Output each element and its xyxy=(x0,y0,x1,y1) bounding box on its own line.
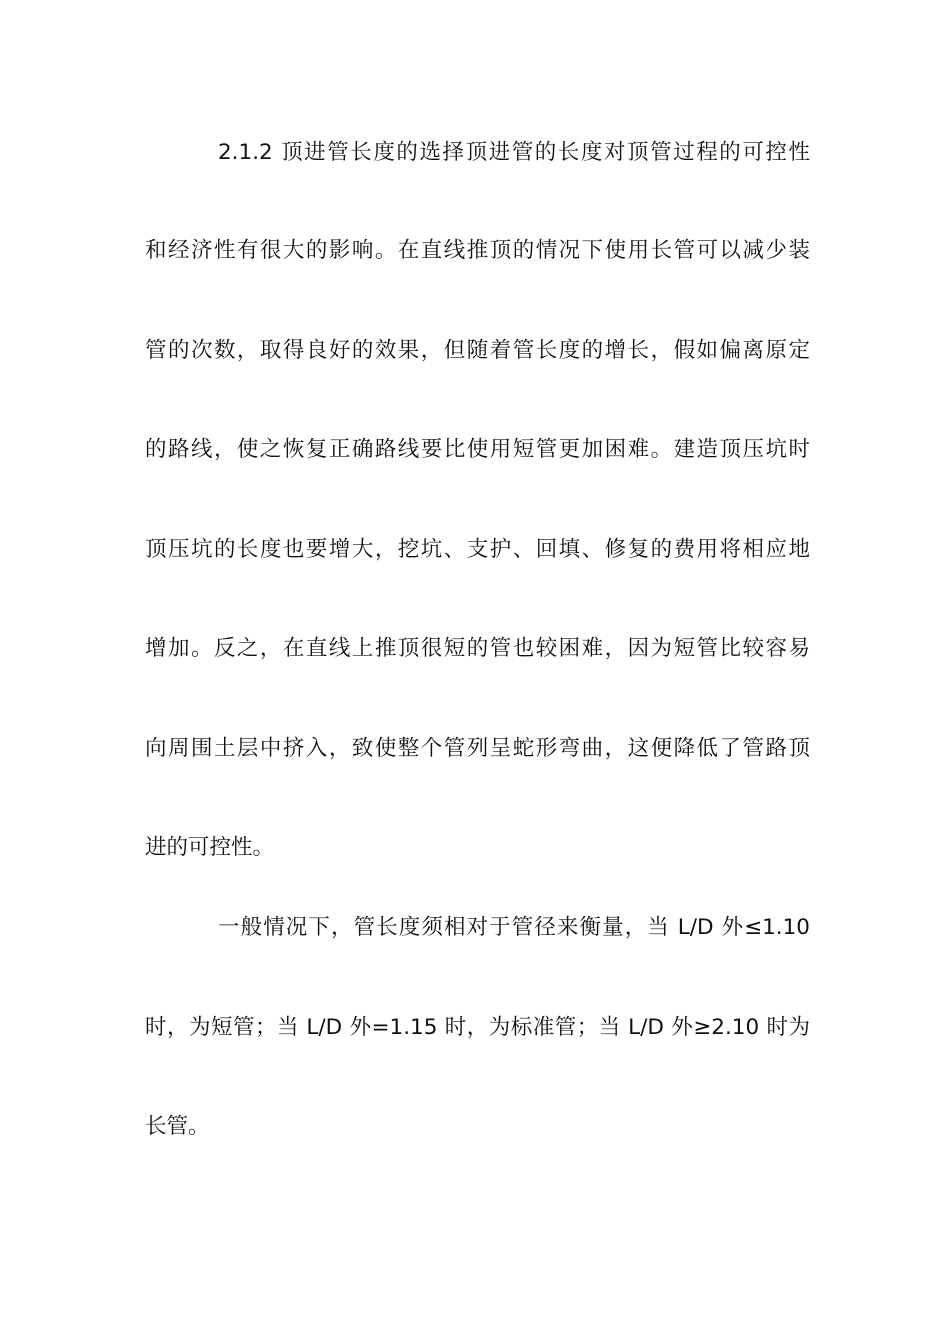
paragraph-1-line-6: 增加。反之，在直线上推顶很短的管也较困难，因为短管比较容易 xyxy=(145,636,810,661)
paragraph-1-line-3: 管的次数，取得良好的效果，但随着管长度的增长，假如偏离原定 xyxy=(145,338,810,363)
paragraph-2-line-3: 长管。 xyxy=(145,1114,210,1139)
paragraph-1-line-5: 顶压坑的长度也要增大，挖坑、支护、回填、修复的费用将相应地 xyxy=(145,537,810,562)
paragraph-2-line-2: 时，为短管；当 L/D 外=1.15 时，为标准管；当 L/D 外≥2.10 时为 xyxy=(145,1015,810,1040)
paragraph-1-line-2: 和经济性有很大的影响。在直线推顶的情况下使用长管可以减少装 xyxy=(145,238,810,263)
paragraph-1-line-7: 向周围土层中挤入，致使整个管列呈蛇形弯曲，这便降低了管路顶 xyxy=(145,736,810,761)
paragraph-2-line-1: 一般情况下，管长度须相对于管径来衡量，当 L/D 外≤1.10 xyxy=(218,915,810,940)
paragraph-1-line-4: 的路线，使之恢复正确路线要比使用短管更加困难。建造顶压坑时 xyxy=(145,437,810,462)
paragraph-1-line-1: 2.1.2 顶进管长度的选择顶进管的长度对顶管过程的可控性 xyxy=(218,140,810,165)
paragraph-1-line-8: 进的可控性。 xyxy=(145,835,275,860)
